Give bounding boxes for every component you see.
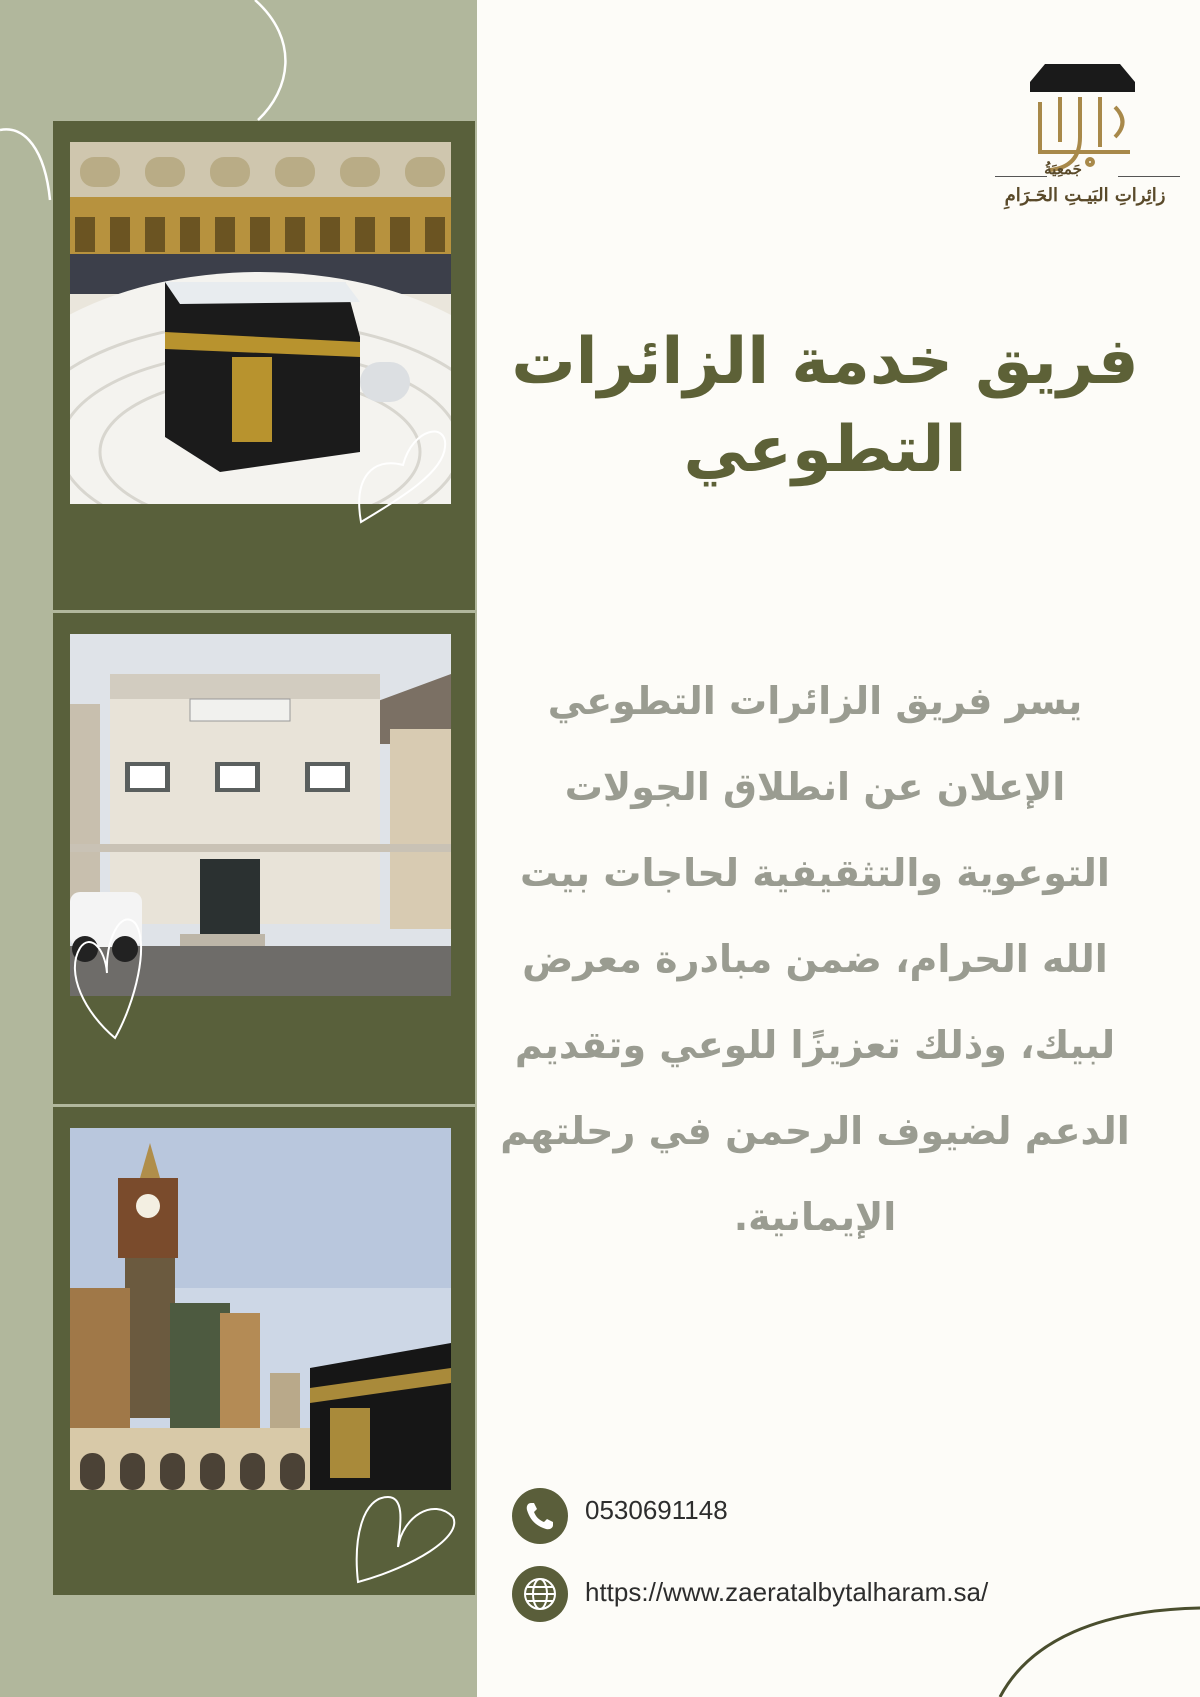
globe-icon (512, 1566, 568, 1622)
body-line: الإعلان عن انطلاق الجولات (564, 765, 1066, 809)
photo-card-clock-tower (53, 1107, 475, 1595)
title-line-2: التطوعي (683, 413, 967, 487)
logo-org-label: جَمعِيَةُ (1044, 160, 1082, 178)
website-link[interactable]: https://www.zaeratalbytalharam.sa/ (585, 1577, 989, 1607)
photo-card-building (53, 613, 475, 1104)
clock-tower-photo (70, 1128, 451, 1490)
heart-doodle (353, 1477, 463, 1587)
body-line: الإيمانية. (733, 1195, 897, 1239)
announcement-text (490, 658, 1140, 1260)
organization-logo (990, 22, 1185, 212)
body-line: الله الحرام، ضمن مبادرة معرض (522, 937, 1108, 981)
body-line: التوعوية والتثقيفية لحاجات بيت (520, 851, 1110, 895)
phone-number[interactable]: 0530691148 (585, 1495, 728, 1525)
photo-card-kaaba (53, 121, 475, 610)
title-line-1: فريق خدمة الزائرات (511, 325, 1139, 399)
body-line: الدعم لضيوف الرحمن في رحلتهم (500, 1109, 1130, 1153)
page-title (500, 318, 1150, 494)
logo-name: زائِراتِ البَيـتِ الحَـرَامِ (1004, 185, 1166, 206)
heart-doodle (65, 903, 145, 1043)
phone-icon (512, 1488, 568, 1544)
body-line: يسر فريق الزائرات التطوعي (547, 679, 1083, 723)
logo-divider-right (1118, 176, 1180, 177)
heart-doodle (353, 417, 453, 527)
body-line: لبيك، وذلك تعزيزًا للوعي وتقديم (514, 1023, 1116, 1067)
decorative-arc (980, 1590, 1200, 1697)
left-panel (0, 0, 477, 1697)
